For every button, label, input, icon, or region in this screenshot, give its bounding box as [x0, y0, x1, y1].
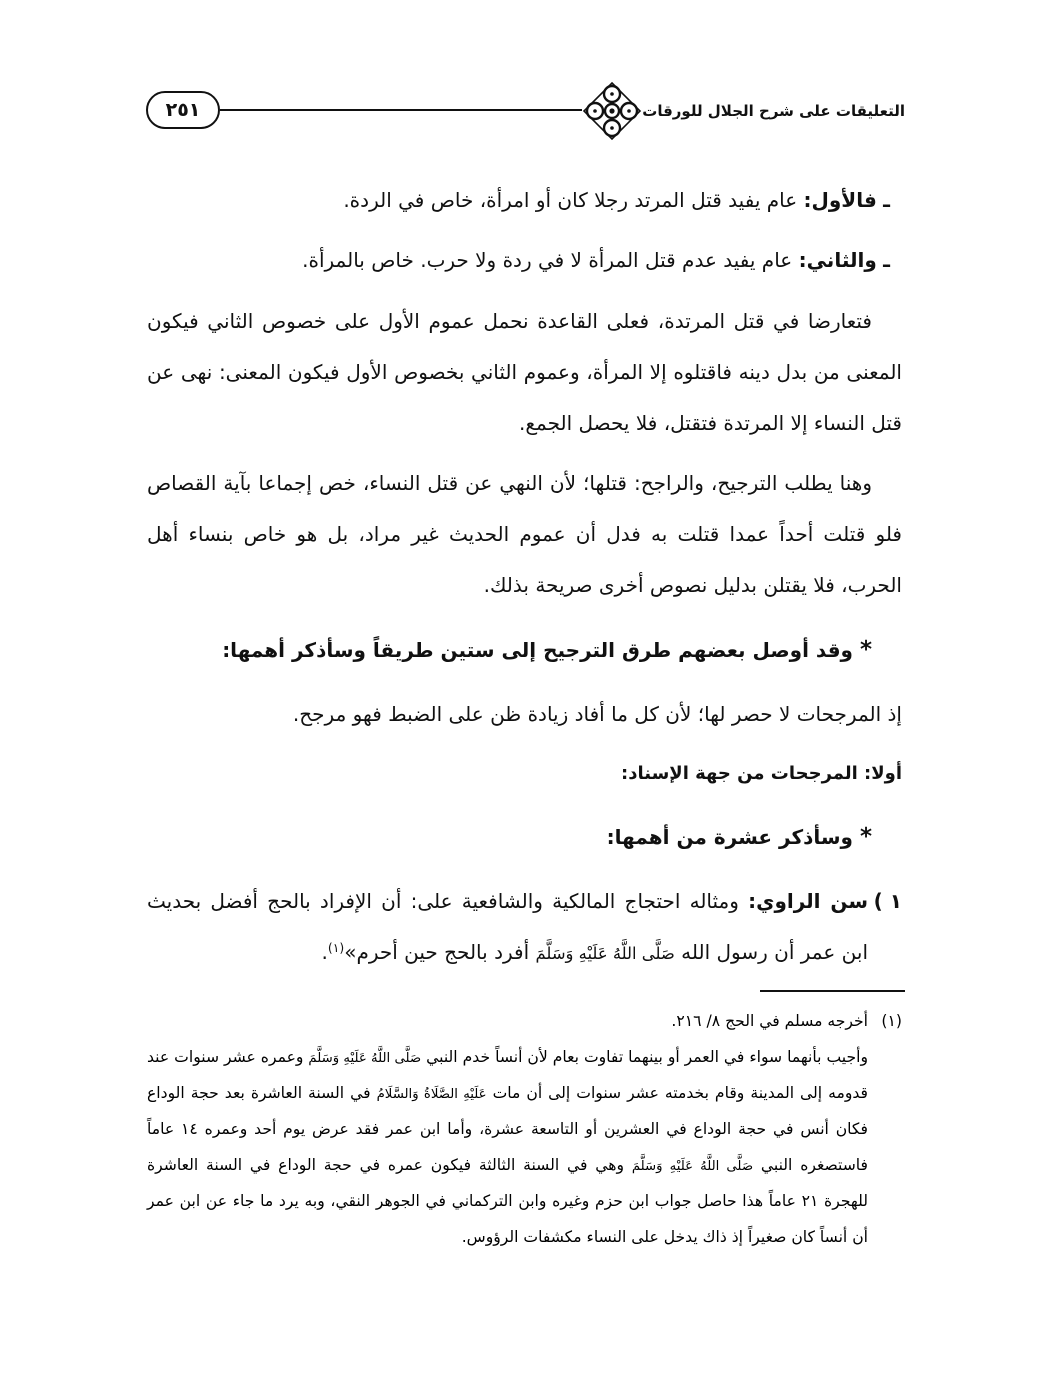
dash-item-lead: والثاني:	[798, 248, 877, 273]
header-rule	[220, 109, 582, 111]
item-number: ١ )	[873, 889, 902, 914]
dash-item-second	[147, 235, 902, 286]
ornament-graphic	[580, 79, 644, 143]
bullet-methods	[147, 621, 902, 680]
main-text	[147, 175, 902, 978]
numbered-item	[147, 876, 902, 978]
dash-item-text: عام يفيد قتل المرتد رجلا كان أو امرأة، خاص في الردة.	[343, 188, 804, 212]
dash-marker: ـ	[883, 248, 890, 273]
item-text-after: أفرد بالحج حين أحرم»	[344, 940, 536, 965]
honorific: صَلَّى اللَّهُ عَلَيْهِ وَسَلَّمَ	[535, 944, 675, 964]
bullet-text: وسأذكر عشرة من أهمها:	[606, 825, 853, 850]
book-title: التعليقات على شرح الجلال للورقات	[642, 102, 905, 120]
honorific: عَلَيْهِ الصَّلَاةُ وَالسَّلَامُ	[376, 1087, 487, 1103]
item-lead: سن الراوي:	[748, 889, 868, 914]
item-end: .	[321, 940, 328, 965]
dash-item-text: عام يفيد عدم قتل المرأة لا في ردة ولا حرب. خاص بالمرأة.	[302, 248, 799, 273]
paragraph-conflict: فتعارضا في قتل المرتدة، فعلى القاعدة نحمل عموم الأول على خصوص الثاني فيكون المعنى من بدل دينه فاقتلوه إلا المرأة، وعموم الثاني بخصوص الأول فيكون المعنى: نهى عن قتل النساء إلا المرتدة فتقتل، فلا يحصل الجمع.	[147, 308, 902, 435]
asterisk-icon: *	[859, 636, 872, 663]
footnote-body	[147, 1040, 868, 1255]
page-number-badge	[146, 91, 220, 129]
footnote-text: وعمره عشر سنوات عند قدومه إلى المدينة وقام بخدمته عشر سنوات إلى أن مات	[147, 1048, 868, 1103]
page-content	[147, 175, 902, 1255]
footnote-citation: أخرجه مسلم في الحج ٨/ ٢١٦.	[671, 1012, 868, 1031]
bullet-ten	[147, 808, 902, 867]
dash-marker: ـ	[883, 188, 890, 212]
footnote-text: في السنة العاشرة بعد حجة الوداع فكان أنس في حجة الوداع في العشرين أو التاسعة عشرة، وأما ابن عمر فقد عرض يوم أحد وعمره ١٤ عاماً فاستصغره النبي	[147, 1084, 869, 1174]
dash-item-lead: فالأول:	[803, 188, 877, 212]
paragraph-preference: وهنا يطلب الترجيح، والراجح: قتلها؛ لأن النهي عن قتل النساء، خص إجماعا بآية القصاص فلو قتلت أحداً عمدا قتلت به فدل أن عموم الحديث غير مراد، بل هو خاص بنساء أهل الحرب، فلا يقتلن بدليل نصوص أخرى صريحة بذلك.	[147, 471, 902, 598]
footnote-number: (١)	[881, 1012, 902, 1031]
footnote-reference: (١)	[327, 940, 345, 956]
footnote	[147, 1004, 902, 1255]
honorific: صَلَّى اللَّهُ عَلَيْهِ وَسَلَّمَ	[631, 1158, 754, 1174]
dash-item-first	[147, 175, 902, 226]
asterisk-icon: *	[859, 824, 872, 851]
bullet-text: وقد أوصل بعضهم طرق الترجيح إلى ستين طريقاً وسأذكر أهمها:	[222, 637, 853, 662]
page-number: ٢٥١	[165, 99, 201, 121]
footnote-text: وهي في السنة الثالثة فيكون عمره في حجة الوداع في السنة العاشرة للهجرة ٢١ عاماً هذا حاصل جواب ابن حزم وغيره وابن التركماني في الجوهر النقي، وبه يرد ما جاء عن ابن عمر أن أنساً كان صغيراً إذ ذاك يدخل على النساء مكشفات الرؤوس.	[147, 1155, 868, 1246]
footnote-separator	[760, 990, 905, 992]
ornament-icon	[580, 79, 644, 143]
section-heading: أولا: المرجحات من جهة الإسناد:	[621, 762, 902, 784]
honorific: صَلَّى اللَّهُ عَلَيْهِ وَسَلَّمَ	[308, 1051, 422, 1067]
footnote-text: وأجيب بأنهما سواء في العمر أو بينهما تفاوت بعام لأن أنساً خدم النبي	[421, 1048, 868, 1067]
paragraph-reason: إذ المرجحات لا حصر لها؛ لأن كل ما أفاد زيادة ظن على الضبط فهو مرجح.	[292, 701, 902, 726]
item-text-before: ومثاله احتجاج المالكية والشافعية على: أن الإفراد بالحج أفضل بحديث ابن عمر أن رسول الله	[147, 889, 868, 965]
